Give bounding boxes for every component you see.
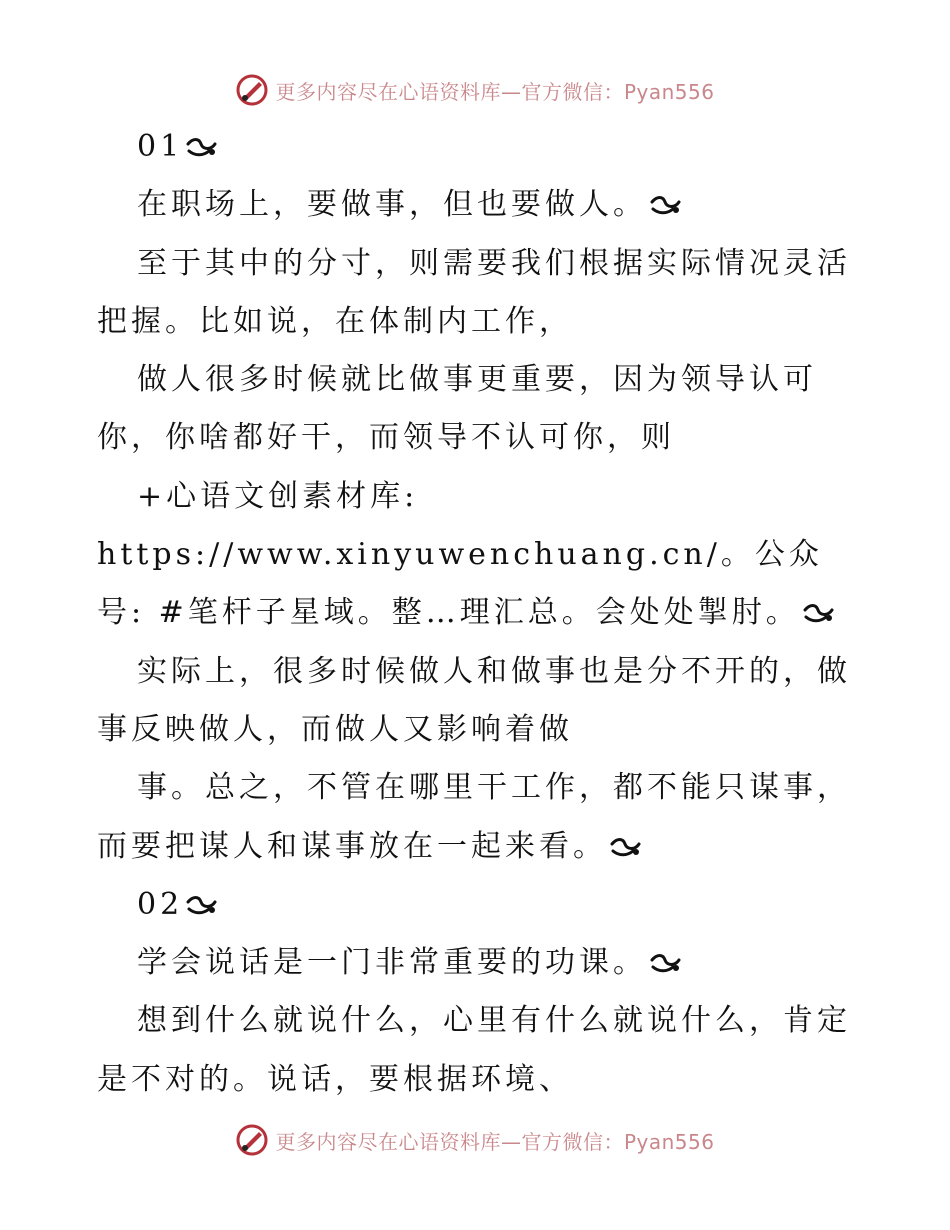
paragraph [97,235,857,352]
watermark-text: 更多内容尽在心语资料库—官方微信：Pyan556 [275,1129,715,1154]
paragraph [97,876,857,934]
paragraph [97,118,857,176]
paragraph-text: 实际上，很多时候做人和做事也是分不开的，做事反映做人，而做人又影响着做 [97,653,851,747]
paragraph-text: 02 [137,886,184,922]
paragraph-text: 在职场上，要做事，但也要做人。 [137,187,647,223]
document-body [97,118,857,1109]
paragraph-mark-icon [185,136,219,158]
paragraph [97,468,857,643]
paragraph-text: 学会说话是一门非常重要的功课。 [137,945,647,981]
paragraph-text: 想到什么就说什么，心里有什么就说什么，肯定是不对的。说话，要根据环境、 [97,1003,851,1097]
watermark-text: 更多内容尽在心语资料库—官方微信：Pyan556 [275,79,715,104]
paragraph [97,351,857,468]
paragraph-mark-icon [609,836,643,858]
paragraph-text: 01 [137,129,184,164]
paragraph [97,992,857,1109]
paragraph [97,934,857,992]
paragraph [97,643,857,760]
paragraph-mark-icon [649,194,683,216]
paragraph-text: 事。总之，不管在哪里干工作，都不能只谋事，而要把谋人和谋事放在一起来看。 [97,770,851,864]
paragraph [97,176,857,234]
paragraph-mark-icon [185,894,219,916]
paragraph-text: +心语文创素材库: https://www.xinyuwenchuang.cn/。公众号: #笔杆子星域。整…理汇总。会处处掣肘。 [97,478,823,631]
paragraph-mark-icon [649,952,683,974]
brush-logo-icon [235,73,269,107]
paragraph [97,759,857,876]
header-watermark [0,70,950,110]
brush-logo-icon [235,1123,269,1157]
paragraph-text: 至于其中的分寸，则需要我们根据实际情况灵活把握。比如说，在体制内工作， [97,245,851,339]
paragraph-text: 做人很多时候就比做事更重要，因为领导认可你，你啥都好干，而领导不认可你，则 [97,362,817,456]
footer-watermark [0,1120,950,1160]
paragraph-mark-icon [802,602,836,624]
